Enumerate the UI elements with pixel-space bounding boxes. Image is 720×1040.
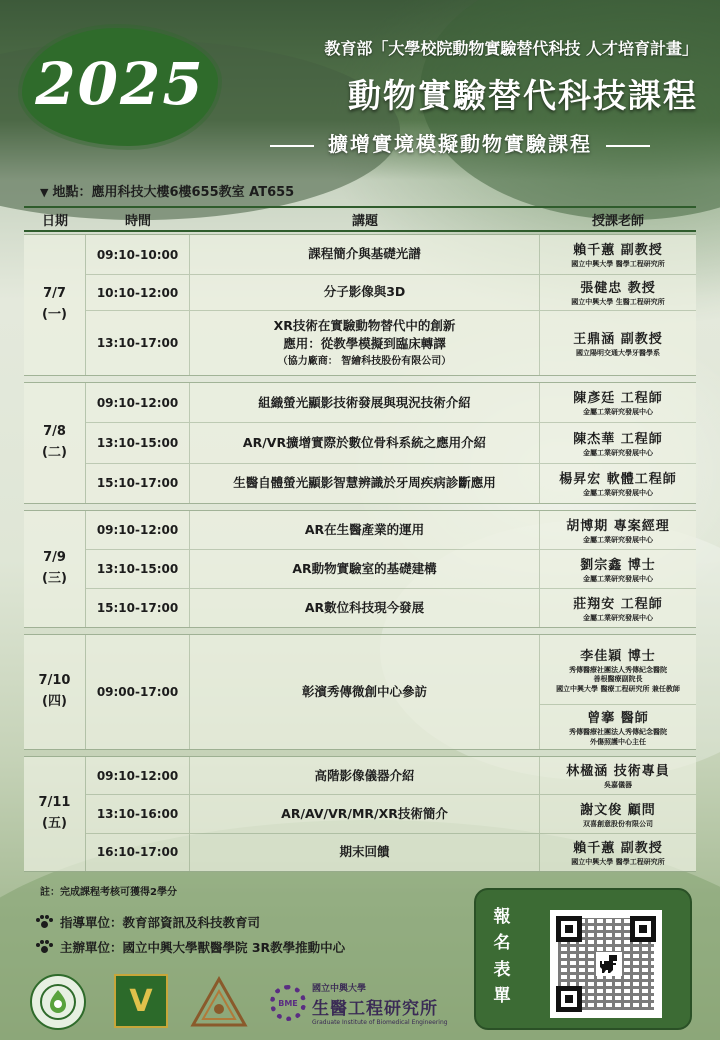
weekday-text: (四) — [42, 694, 67, 709]
date-text: 7/11 — [38, 795, 71, 811]
instructor-name: 劉宗鑫 博士 — [580, 557, 656, 573]
session-topic — [190, 511, 540, 549]
host-unit — [36, 938, 345, 956]
bme-text — [312, 981, 448, 1026]
session-topic — [190, 635, 540, 749]
topic-text: 期末回饋 — [339, 844, 390, 860]
instructor-affiliation: 秀傳醫療社團法人秀傳紀念醫院 — [569, 728, 667, 737]
session-instructor — [540, 235, 696, 274]
topic-text: 高階影像儀器介紹 — [314, 767, 415, 783]
table-row — [86, 795, 696, 833]
date-text: 7/8 — [43, 424, 66, 440]
topic-text: XR技術在實驗動物替代中的創新 — [273, 317, 456, 333]
table-row — [86, 423, 696, 463]
day-block — [24, 382, 696, 504]
logo-strip — [22, 968, 462, 1032]
table-row — [86, 589, 696, 627]
table-header — [24, 206, 696, 232]
table-row — [86, 383, 696, 423]
session-topic — [190, 423, 540, 462]
table-row — [86, 275, 696, 311]
instructor-affiliation: 國立中興大學 生醫工程研究所 — [571, 298, 665, 307]
instructor-name: 王鼎涵 副教授 — [573, 331, 663, 347]
paw-icon — [36, 915, 52, 929]
page-title: 動物實驗替代科技課程 — [348, 76, 698, 115]
topic-text-line2: 應用：從教學模擬到臨床轉譯 — [283, 335, 446, 351]
header-instructor: 授課老師 — [591, 213, 644, 229]
session-topic — [190, 834, 540, 871]
session-topic — [190, 589, 540, 627]
header-date: 日期 — [41, 213, 68, 229]
year-badge — [22, 28, 218, 146]
day-block — [24, 510, 696, 628]
instructor-name: 賴千蕙 副教授 — [573, 841, 663, 857]
table-row — [86, 550, 696, 589]
page-subtitle-text: 擴增實境模擬動物實驗課程 — [328, 132, 592, 156]
qr-finder — [556, 986, 582, 1012]
session-topic — [190, 235, 540, 274]
instructor-name: 賴千蕙 副教授 — [573, 243, 663, 259]
instructor-name: 曾搴 醫師 — [587, 711, 649, 727]
instructor-affiliation: 國立陽明交通大學牙醫學系 — [576, 348, 660, 357]
sessions — [86, 635, 696, 749]
ministry-education-logo — [30, 974, 86, 1030]
instructor-affiliation: 金屬工業研究發展中心 — [583, 408, 653, 417]
topic-text: 分子影像與3D — [323, 284, 406, 300]
registration-char: 報 — [493, 907, 511, 927]
header-topic: 講題 — [351, 213, 378, 229]
table-row — [86, 511, 696, 550]
session-instructor — [540, 834, 696, 871]
date-text: 7/9 — [43, 550, 66, 566]
instructor-affiliation: 吳嘉儀器 — [604, 781, 632, 790]
session-time: 09:10-12:00 — [86, 383, 190, 422]
program-name: 教育部「大學校院動物實驗替代科技 人才培育計畫」 — [324, 39, 698, 58]
bme-english-name: Graduate Institute of Biomedical Engineering — [312, 1018, 448, 1026]
registration-qr-code[interactable] — [550, 910, 662, 1018]
topic-text: AR數位科技現今發展 — [304, 599, 425, 615]
session-time: 09:10-12:00 — [86, 511, 190, 549]
bme-university: 國立中興大學 — [312, 983, 367, 994]
instructor-affiliation: 外傷照護中心主任 — [590, 737, 646, 746]
weekday-text: (五) — [42, 816, 67, 831]
vet-logo-mark: V — [129, 983, 153, 1019]
session-time: 13:10-15:00 — [86, 550, 190, 588]
instructor-affiliation: 國立中興大學 醫學工程研究所 — [571, 858, 665, 867]
session-topic — [190, 311, 540, 375]
weekday-text: (二) — [42, 445, 67, 460]
instructor-affiliation: 秀傳醫療社團法人秀傳紀念醫院 — [569, 665, 667, 674]
session-topic — [190, 275, 540, 310]
session-instructor — [540, 550, 696, 588]
qr-finder — [630, 916, 656, 942]
bme-mark: BME — [278, 998, 298, 1008]
qr-finder — [556, 916, 582, 942]
instructor-affiliation: 國立中興大學 醫療工程研究所 兼任教師 — [556, 684, 680, 693]
poster-header — [0, 0, 720, 175]
session-topic — [190, 464, 540, 503]
session-instructor — [540, 511, 696, 549]
session-instructor — [540, 383, 696, 422]
topic-text: 課程簡介與基礎光譜 — [308, 246, 421, 262]
registration-char: 表 — [493, 959, 511, 980]
sessions — [86, 235, 696, 375]
session-instructor — [540, 464, 696, 503]
instructor-affiliation: 金屬工業研究發展中心 — [583, 613, 653, 622]
instructor-name: 張健忠 教授 — [580, 281, 656, 297]
date-text: 7/10 — [38, 673, 71, 689]
bme-gear-icon — [270, 985, 306, 1021]
instructor-affiliation: 金屬工業研究發展中心 — [583, 574, 653, 583]
sessions — [86, 383, 696, 503]
table-row — [86, 464, 696, 503]
sessions — [86, 757, 696, 871]
day-block — [24, 756, 696, 872]
location-text: 地點：應用科技大樓6樓655教室 AT655 — [52, 185, 295, 200]
session-time: 13:10-16:00 — [86, 795, 190, 832]
instructor-affiliation: 金屬工業研究發展中心 — [583, 535, 653, 544]
table-row — [86, 635, 696, 749]
day-block — [24, 634, 696, 750]
session-instructor — [540, 589, 696, 627]
topic-text: 彰濱秀傳微創中心參訪 — [301, 683, 427, 699]
session-instructor — [540, 275, 696, 310]
ministry-seal-icon — [38, 982, 78, 1022]
topic-text: 生醫自體螢光顯影智慧辨識於牙周疾病診斷應用 — [233, 475, 496, 491]
guiding-unit — [36, 913, 260, 931]
session-instructor — [540, 311, 696, 375]
day-block — [24, 234, 696, 376]
session-time: 15:10-17:00 — [86, 464, 190, 503]
table-row — [86, 311, 696, 375]
instructor-name: 陳杰華 工程師 — [573, 431, 663, 447]
registration-panel — [474, 888, 692, 1030]
session-time: 10:10-12:00 — [86, 275, 190, 310]
session-topic — [190, 383, 540, 422]
registration-char: 名 — [493, 933, 511, 954]
session-time: 09:10-10:00 — [86, 235, 190, 274]
session-time: 16:10-17:00 — [86, 834, 190, 871]
instructor-affiliation: 双喜創意股份有限公司 — [583, 819, 653, 828]
instructor-affiliation: 國立中興大學 醫學工程研究所 — [571, 260, 665, 269]
day-date — [24, 511, 86, 627]
sessions — [86, 511, 696, 627]
registration-char: 單 — [493, 986, 511, 1007]
day-date — [24, 757, 86, 871]
weekday-text: (三) — [42, 571, 67, 586]
instructor-affiliation: 善根醫療副院長 — [593, 675, 643, 684]
triangle-emblem-icon — [189, 975, 249, 1029]
session-time: 13:10-15:00 — [86, 423, 190, 462]
instructor-affiliation: 金屬工業研究發展中心 — [583, 489, 653, 498]
day-date — [24, 383, 86, 503]
instructor-name: 莊翔安 工程師 — [573, 596, 663, 612]
session-topic — [190, 757, 540, 794]
host-unit-text: 主辦單位：國立中興大學獸醫學院 3R教學推動中心 — [60, 940, 346, 955]
registration-label — [486, 904, 518, 1009]
topic-text: AR/AV/VR/MR/XR技術簡介 — [281, 805, 448, 821]
header-time: 時間 — [124, 213, 151, 229]
topic-text: 組織螢光顯影技術發展與現況技術介紹 — [258, 394, 471, 410]
day-date — [24, 635, 86, 749]
instructor-block — [540, 635, 696, 705]
session-time: 15:10-17:00 — [86, 589, 190, 627]
instructor-name: 林楹涵 技術專員 — [566, 764, 670, 780]
guiding-unit-text: 指導單位：教育部資訊及科技教育司 — [60, 915, 261, 930]
session-instructor — [540, 795, 696, 832]
session-instructor — [540, 423, 696, 462]
session-time: 09:00-17:00 — [86, 635, 190, 749]
instructor-name: 陳彥廷 工程師 — [573, 391, 663, 407]
table-row — [86, 757, 696, 795]
session-topic — [190, 550, 540, 588]
session-instructor-group — [540, 635, 696, 749]
day-date — [24, 235, 86, 375]
paw-icon — [36, 940, 52, 954]
page-subtitle — [240, 128, 680, 157]
schedule-table — [24, 234, 696, 876]
session-time: 13:10-17:00 — [86, 311, 190, 375]
date-text: 7/7 — [43, 286, 66, 302]
3r-center-logo — [188, 974, 250, 1030]
sponsor-note: （協力廠商： 智繪科技股份有限公司） — [277, 355, 452, 367]
session-topic — [190, 795, 540, 832]
session-time: 09:10-12:00 — [86, 757, 190, 794]
instructor-name: 楊昇宏 軟體工程師 — [559, 472, 677, 488]
bme-institute-name: 生醫工程研究所 — [312, 998, 438, 1019]
weekday-text: (一) — [42, 307, 67, 322]
triangle-down-icon: ▼ — [40, 186, 49, 199]
topic-text: AR動物實驗室的基礎建構 — [292, 560, 437, 576]
instructor-name: 李佳穎 博士 — [580, 648, 656, 664]
instructor-name: 胡博期 專案經理 — [566, 518, 670, 534]
table-row — [86, 834, 696, 871]
instructor-block — [540, 705, 696, 749]
bme-institute-logo — [270, 978, 460, 1028]
instructor-affiliation: 金屬工業研究發展中心 — [583, 448, 653, 457]
table-row — [86, 235, 696, 275]
dinosaur-icon — [596, 952, 622, 976]
topic-text: AR在生醫產業的運用 — [304, 521, 425, 537]
credit-note: 註：完成課程考核可獲得2學分 — [40, 887, 177, 898]
topic-text: AR/VR擴增實際於數位骨科系統之應用介紹 — [242, 434, 487, 450]
location — [40, 181, 294, 200]
instructor-name: 謝文俊 顧問 — [580, 802, 656, 818]
year-text: 2025 — [35, 50, 205, 118]
vet-college-logo — [114, 974, 168, 1028]
session-instructor — [540, 757, 696, 794]
